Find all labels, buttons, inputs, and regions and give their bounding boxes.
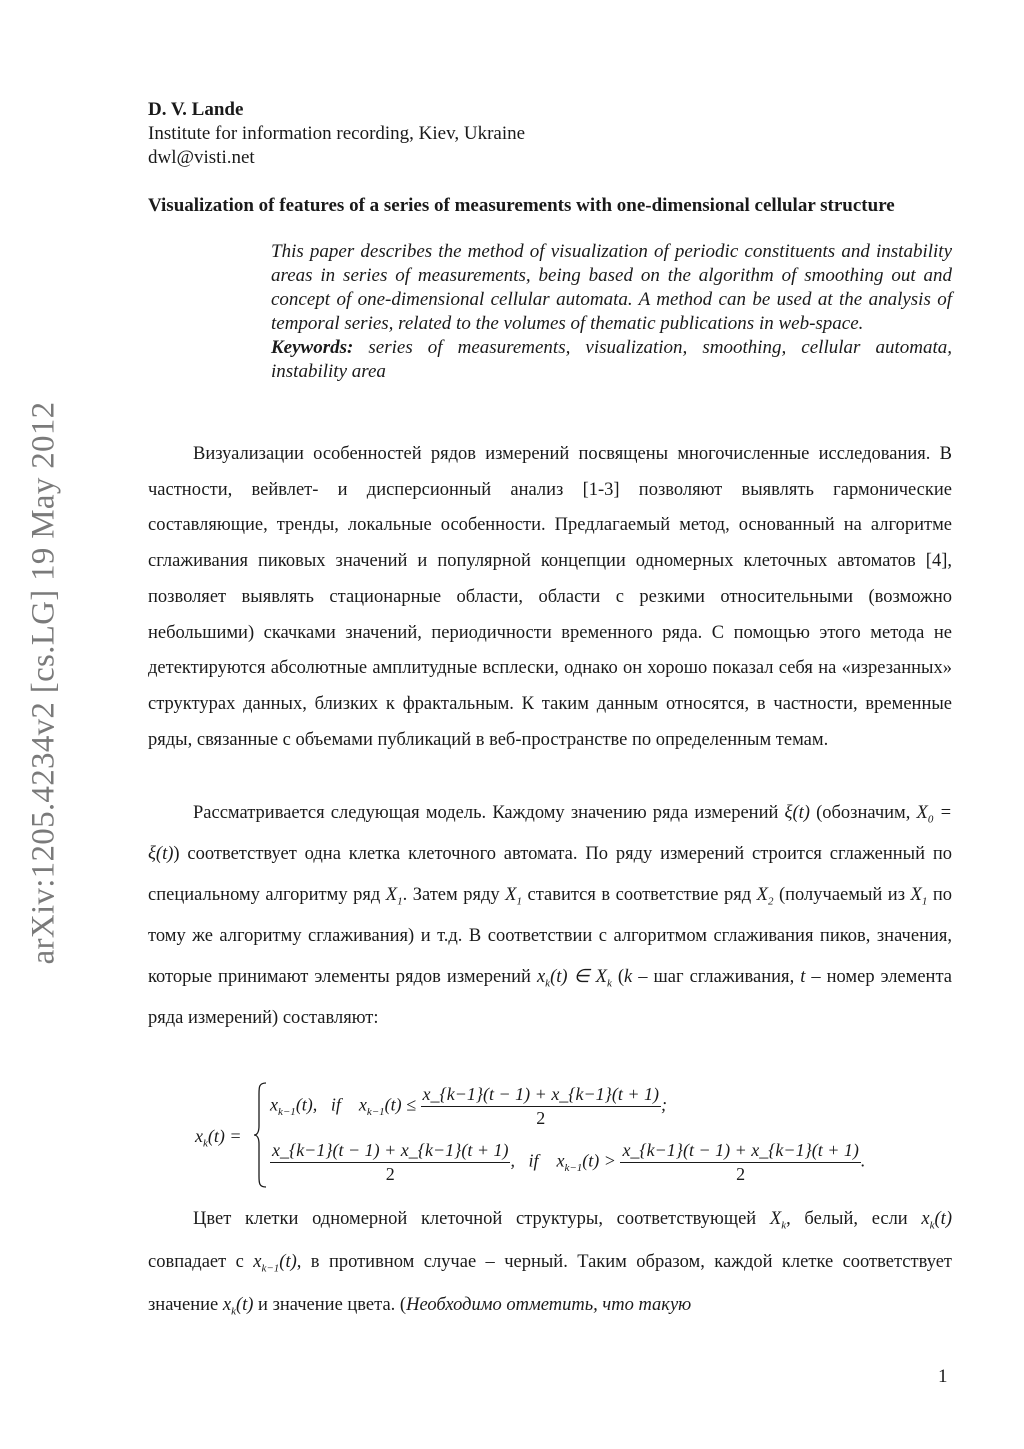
math-if: if [330,1094,341,1115]
paper-title: Visualization of features of a series of measurements with one-dimensional cellular structure [148,195,895,216]
fraction [270,1140,510,1185]
math-symbol: X [385,885,398,905]
author-affiliation: Institute for information recording, Kiev, Ukraine [148,123,526,144]
fraction-denominator: 2 [385,1164,395,1184]
math-symbol: x [536,967,546,987]
math-symbol: x [921,1209,930,1229]
math-symbol: (t) [934,1209,952,1229]
math-subscript: k [929,1219,935,1232]
paragraph-model [148,793,952,1039]
text-run: – шаг сглаживания, [632,967,801,987]
formula-case-1 [270,1084,667,1129]
text-run: , белый, если [786,1209,922,1229]
text-run: (получаемый из [773,885,911,905]
math-x1 [910,885,928,908]
formula-lhs [195,1126,242,1150]
math-symbol: X [505,885,517,905]
math-xk [222,1295,254,1318]
math-subscript: k [606,977,612,990]
math-symbol: X [916,803,928,823]
text-run: Рассматривается следующая модель. Каждому значению ряда измерений [193,803,785,823]
math-symbol: X [756,885,768,905]
math-xk [921,1209,952,1232]
math-symbol: ; [660,1094,667,1115]
math-symbol: (t) ≤ [384,1094,417,1115]
math-subscript: k [203,1137,208,1150]
text-run: – номер элемента ряда измерений) составляют: [148,967,952,1028]
text-run: , в противном случае – черный. Таким образом, каждой клетке соответствует значение [148,1252,952,1315]
math-subscript: k−1 [278,1106,296,1119]
page-number: 1 [938,1366,948,1387]
text-run: совпадает с [148,1252,254,1272]
math-xk-1 [253,1252,297,1275]
math-subscript: k [231,1305,236,1318]
math-xk-in-Xk [536,967,612,990]
author-name: D. V. Lande [148,99,244,120]
keywords-text: series of measurements, visualization, smoothing, cellular automata, instability area [271,337,952,382]
math-symbol: = ξ(t) [148,803,952,864]
math-symbol: (t), [295,1094,318,1115]
math-symbol: x [270,1094,278,1115]
fraction [421,1084,661,1129]
fraction-denominator: 2 [736,1164,746,1184]
author-block [148,98,525,170]
math-symbol: (t) [279,1252,297,1272]
paragraph-cell-color [148,1198,952,1327]
text-run: Цвет клетки одномерной клеточной структуры, соответствующей [193,1209,770,1229]
text-run: и значение цвета. ( [253,1295,407,1315]
math-subscript: 1 [397,895,403,908]
abstract-text: This paper describes the method of visualization of periodic constituents and instability areas in series of measurements, being based on the algorithm of smoothing out and concept of one-dimensional cellular automata. A method can be used at the analysis of temporal series, related to the volumes of thematic publications in web-space. [271,241,952,334]
fraction-numerator: x_{k−1}(t − 1) + x_{k−1}(t + 1) [421,1084,661,1107]
paragraph-intro: Визуализации особенностей рядов измерений посвящены многочисленные исследования. В частности, вейвлет- и дисперсионный анализ [1-3] позволяют выявлять гармонические составляющие, тренды, локальные особенности. Предлагаемый метод, основанный на алгоритме сглаживания пиковых значений и популярной концепции одномерных клеточных автоматов [4], позволяет выявлять стационарные области, области с резкими относительными (возможно небольшими) скачками значений, периодичности временного ряда. С помощью этого метода не детектируются абсолютные амплитудные всплески, однако он хорошо показал себя на «изрезанных» структурах данных, близких к фрактальным. К таким данным относятся, в частности, временные ряды, связанные с объемами публикаций в веб-пространстве по определенным темам. [148,444,952,750]
math-subscript: k [781,1219,787,1232]
text-run: по тому же алгоритму сглаживания) и т.д. В соответствии с алгоритмом сглаживания пиков, значения, которые принимают элементы рядов измерений [148,885,952,987]
math-k: k [624,967,633,987]
math-subscript: k−1 [564,1162,583,1175]
math-subscript: 0 [927,813,934,826]
math-subscript: k−1 [261,1262,280,1275]
text-run: . Затем ряду [402,885,506,905]
math-x2 [756,885,774,908]
math-Xk [769,1209,787,1232]
math-subscript: 1 [921,895,928,908]
math-symbol: x [222,1295,232,1315]
arxiv-identifier: arXiv:1205.4234v2 [cs.LG] 19 May 2012 [25,401,62,964]
math-symbol: X [769,1209,782,1229]
text-run: ) соответствует одна клетка клеточного автомата. По ряду измерений строится сглаженный по специальному алгоритму ряд [148,844,952,905]
math-t: t [800,967,806,987]
text-run: ( [611,967,625,987]
math-xi: ξ(t) [784,803,810,823]
math-symbol: (t) [235,1295,254,1315]
math-symbol: X [910,885,922,905]
math-if: if [528,1150,539,1171]
author-email: dwl@visti.net [148,147,255,168]
left-brace-icon [253,1082,267,1188]
math-symbol: (t) > [582,1150,616,1171]
fraction [620,1140,860,1185]
math-symbol: x [358,1094,367,1115]
fraction-numerator: x_{k−1}(t − 1) + x_{k−1}(t + 1) [270,1140,510,1163]
math-symbol: x [195,1126,203,1146]
fraction-denominator: 2 [536,1108,546,1128]
math-x1 [385,885,403,908]
fraction-numerator: x_{k−1}(t − 1) + x_{k−1}(t + 1) [620,1140,860,1163]
math-symbol: x [253,1252,262,1272]
math-subscript: 2 [767,895,774,908]
math-subscript: k−1 [366,1106,385,1119]
arxiv-sidebar-stamp [22,395,66,970]
math-x1 [505,885,522,908]
italic-note: Необходимо отметить, что такую [406,1295,692,1315]
math-subscript: 1 [516,895,522,908]
math-symbol: (t) ∈ X [550,967,607,987]
text-run: ставится в соответствие ряд [521,885,757,905]
math-subscript: k [545,977,551,990]
math-symbol: . [860,1150,866,1171]
math-symbol: (t) = [207,1126,242,1146]
math-symbol: x [556,1150,565,1171]
formula-case-2: $\frac{x\_\{k-1\}(t - 1) + x\_\{k-1\}(t + 1)}{2}$ , if $x_{k-1}(t)$ > $\frac{x\_\{k-1\}(t - 1) + x\_\{k-1\}(t + 1)}{2}$ . [272,1140,866,1184]
text-run: (обозначим, [809,803,917,823]
abstract [271,240,952,384]
smoothing-formula [195,1082,866,1192]
keywords-label: Keywords: [271,337,354,358]
